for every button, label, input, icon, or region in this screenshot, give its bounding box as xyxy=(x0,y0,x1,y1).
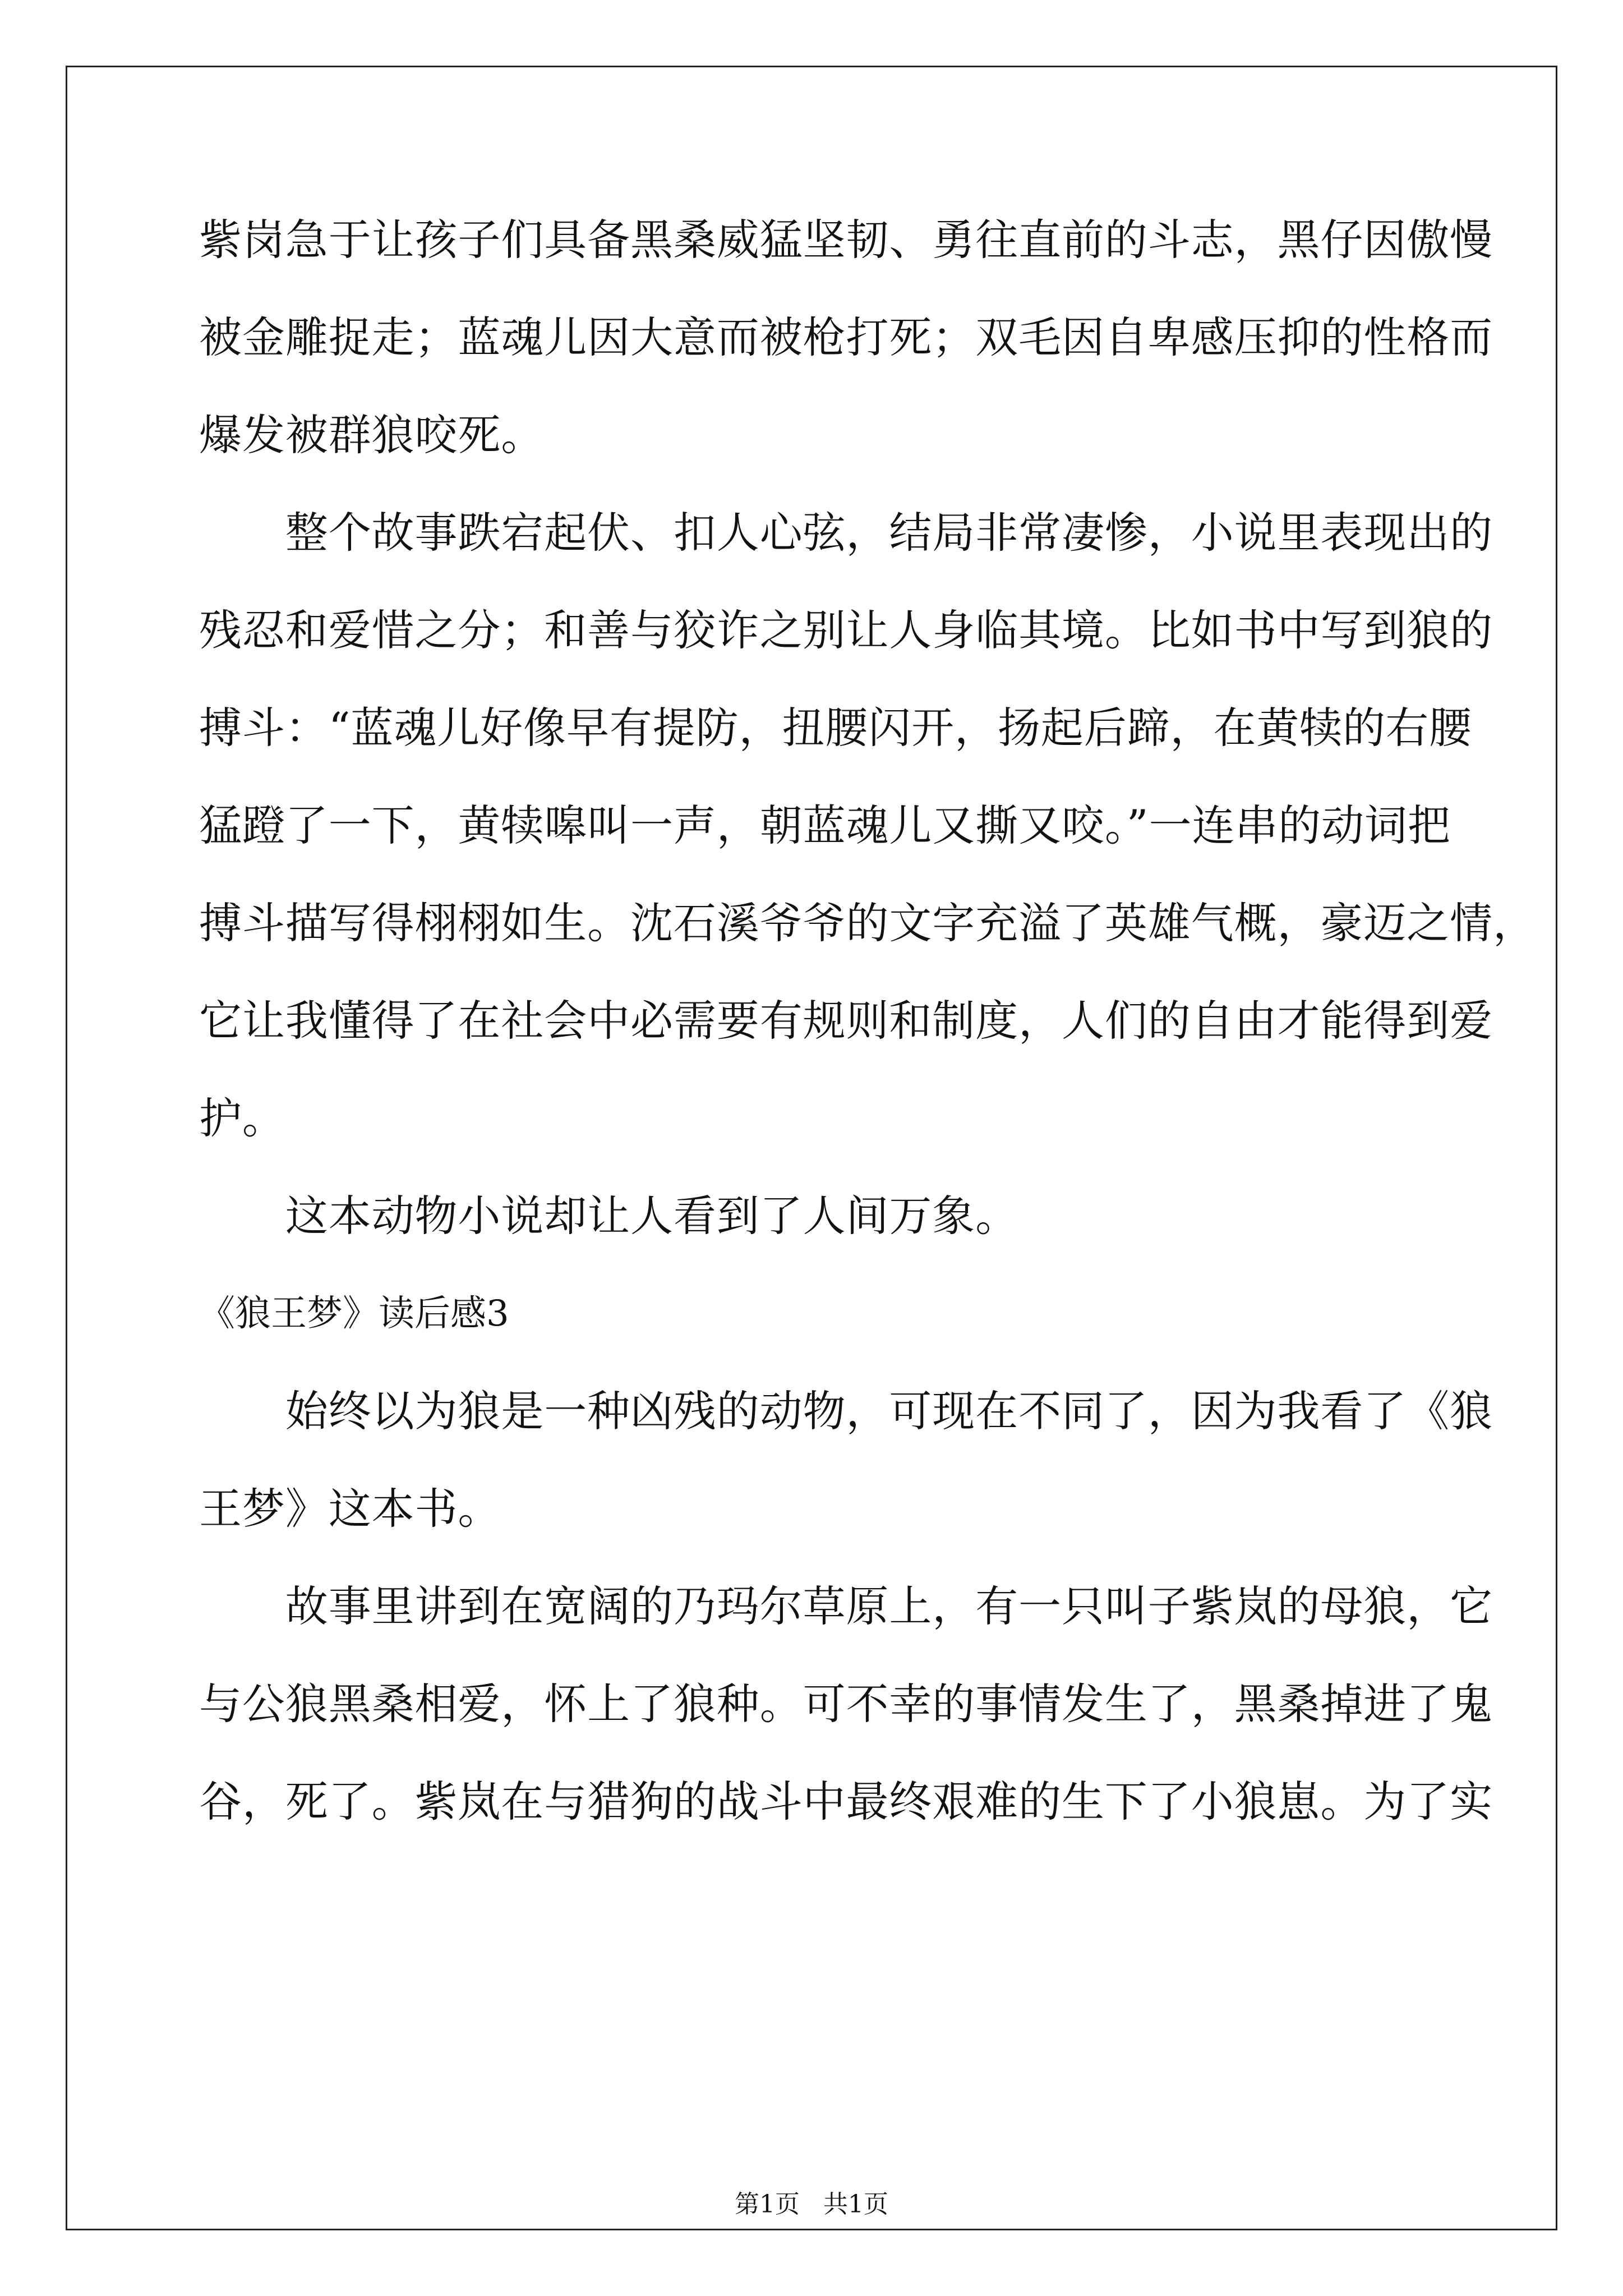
document-body xyxy=(199,215,1536,1878)
page-footer xyxy=(0,2191,1623,2219)
text-line: 它让我懂得了在社会中必需要有规则和制度，人们的自由才能得到爱 xyxy=(199,996,1493,1046)
page-total: 共1页 xyxy=(823,2190,888,2219)
text-line: 猛蹬了一下，黄犊嗥叫一声，朝蓝魂儿又撕又咬。”一连串的动词把 xyxy=(199,800,1451,850)
text-line: 谷，死了。紫岚在与猎狗的战斗中最终艰难的生下了小狼崽。为了实 xyxy=(199,1777,1493,1826)
text-line: 搏斗描写得栩栩如生。沈石溪爷爷的文字充溢了英雄气概，豪迈之情， xyxy=(199,898,1536,948)
text-line: 搏斗：“蓝魂儿好像早有提防，扭腰闪开，扬起后蹄，在黄犊的右腰 xyxy=(199,703,1472,753)
text-line: 残忍和爱惜之分；和善与狡诈之别让人身临其境。比如书中写到狼的 xyxy=(199,605,1493,655)
text-line: 与公狼黑桑相爱，怀上了狼种。可不幸的事情发生了，黑桑掉进了鬼 xyxy=(199,1679,1493,1729)
text-line: 护。 xyxy=(199,1093,285,1143)
text-line: 整个故事跌宕起伏、扣人心弦，结局非常凄惨，小说里表现出的 xyxy=(199,508,1493,558)
text-line: 始终以为狼是一种凶残的动物，可现在不同了，因为我看了《狼 xyxy=(199,1386,1493,1436)
text-line: 爆发被群狼咬死。 xyxy=(199,410,545,460)
text-line: 这本动物小说却让人看到了人间万象。 xyxy=(199,1191,1019,1241)
page-number: 第1页 xyxy=(735,2190,800,2219)
text-line: 故事里讲到在宽阔的乃玛尔草原上，有一只叫子紫岚的母狼，它 xyxy=(199,1581,1493,1631)
text-line: 王梦》这本书。 xyxy=(199,1484,501,1534)
text-line: 被金雕捉走；蓝魂儿因大意而被枪打死；双毛因自卑感压抑的性格而 xyxy=(199,312,1493,362)
section-heading: 《狼王梦》读后感3 xyxy=(199,1293,509,1335)
text-line: 紫岗急于让孩子们具备黑桑威猛坚韧、勇往直前的斗志，黑仔因傲慢 xyxy=(199,215,1493,265)
